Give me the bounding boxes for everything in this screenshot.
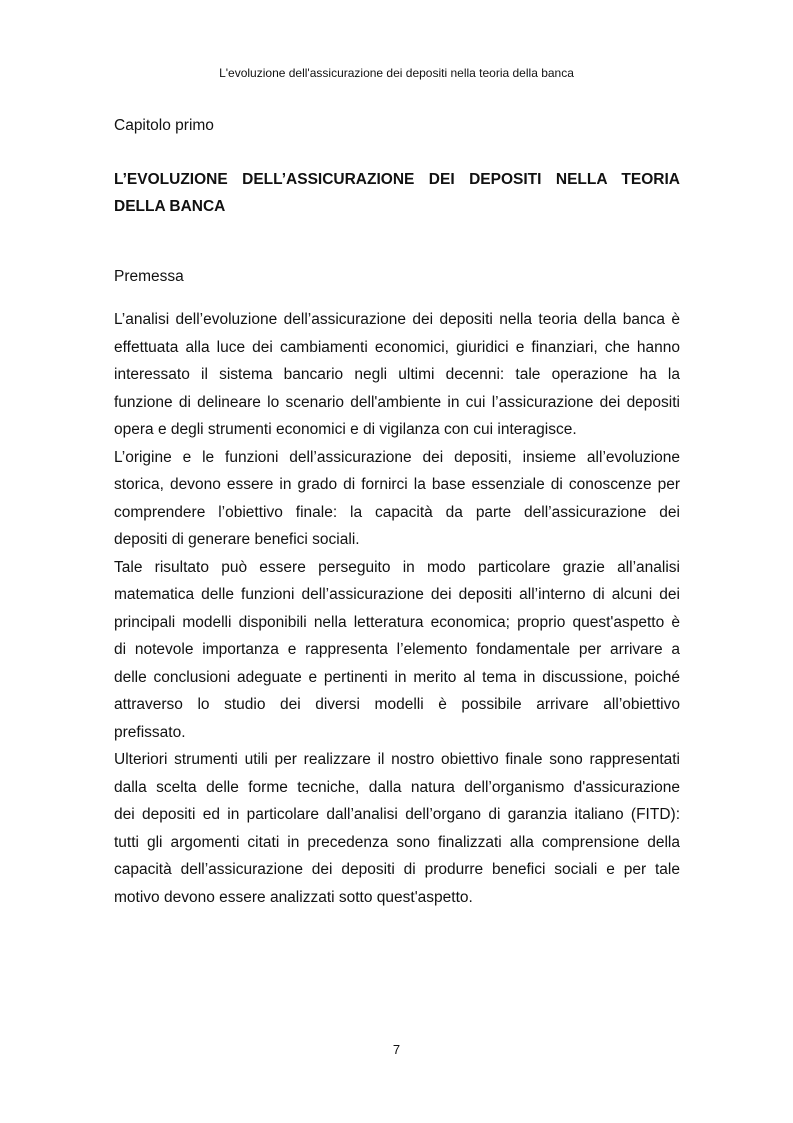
text-line: prefissato. bbox=[114, 723, 186, 741]
text-line: storica, devono essere in grado di fornirci la base essenziale di conoscenze per bbox=[114, 476, 680, 493]
text-line: delle conclusioni adeguate e pertinenti in merito al tema in discussione, poiché bbox=[114, 668, 680, 686]
body-text bbox=[114, 306, 680, 911]
text-line: L’analisi dell’evoluzione dell’assicurazione dei depositi nella teoria della banca è bbox=[114, 311, 680, 328]
text-line: L’origine e le funzioni dell’assicurazione dei depositi, insieme all’evoluzione bbox=[114, 448, 680, 466]
text-line: motivo devono essere analizzati sotto quest'aspetto. bbox=[114, 888, 473, 906]
text-line: principali modelli disponibili nella letteratura economica; proprio quest'aspetto è bbox=[114, 613, 680, 631]
text-line: capacità dell’assicurazione dei depositi di produrre benefici sociali e per tale bbox=[114, 861, 680, 878]
text-line: interessato il sistema bancario negli ultimi decenni: tale operazione ha la bbox=[114, 366, 680, 383]
chapter-label: Capitolo primo bbox=[114, 117, 214, 134]
page-number: 7 bbox=[392, 1042, 401, 1057]
paragraph bbox=[114, 306, 680, 444]
text-line: Ulteriori strumenti utili per realizzare il nostro obiettivo finale sono rappresentati bbox=[114, 751, 680, 768]
text-line: opera e degli strumenti economici e di vigilanza con cui interagisce. bbox=[114, 421, 577, 438]
text-line: tutti gli argomenti citati in precedenza sono finalizzati alla comprensione della bbox=[114, 833, 680, 851]
text-line: Tale risultato può essere perseguito in modo particolare grazie all’analisi bbox=[114, 558, 680, 576]
text-line: funzione di delineare lo scenario dell'ambiente in cui l’assicurazione dei depositi bbox=[114, 393, 680, 411]
text-line: matematica delle funzioni dell’assicurazione dei depositi all’interno di alcuni dei bbox=[114, 586, 680, 603]
running-header: L'evoluzione dell'assicurazione dei depositi nella teoria della banca bbox=[219, 66, 574, 80]
section-heading: Premessa bbox=[114, 268, 184, 285]
paragraph bbox=[114, 554, 680, 747]
chapter-title bbox=[114, 166, 680, 220]
text-line: dei depositi ed in particolare dall’analisi dell’organo di garanzia italiano (FITD): bbox=[114, 806, 680, 823]
text-line: di notevole importanza e rappresenta l’elemento fondamentale per arrivare a bbox=[114, 641, 680, 658]
text-line: effettuata alla luce dei cambiamenti economici, giuridici e finanziari, che hanno bbox=[114, 338, 680, 356]
chapter-title-line: L’EVOLUZIONE DELL’ASSICURAZIONE DEI DEPOSITI NELLA TEORIA bbox=[114, 171, 680, 188]
chapter-title-line: DELLA BANCA bbox=[114, 198, 226, 215]
text-line: dalla scelta delle forme tecniche, dalla natura dell’organismo d'assicurazione bbox=[114, 778, 680, 796]
paragraph bbox=[114, 444, 680, 554]
text-line: comprendere l’obiettivo finale: la capacità da parte dell’assicurazione dei bbox=[114, 503, 680, 521]
paragraph bbox=[114, 746, 680, 911]
text-line: depositi di generare benefici sociali. bbox=[114, 531, 360, 548]
text-line: attraverso lo studio dei diversi modelli è possibile arrivare all’obiettivo bbox=[114, 696, 680, 713]
